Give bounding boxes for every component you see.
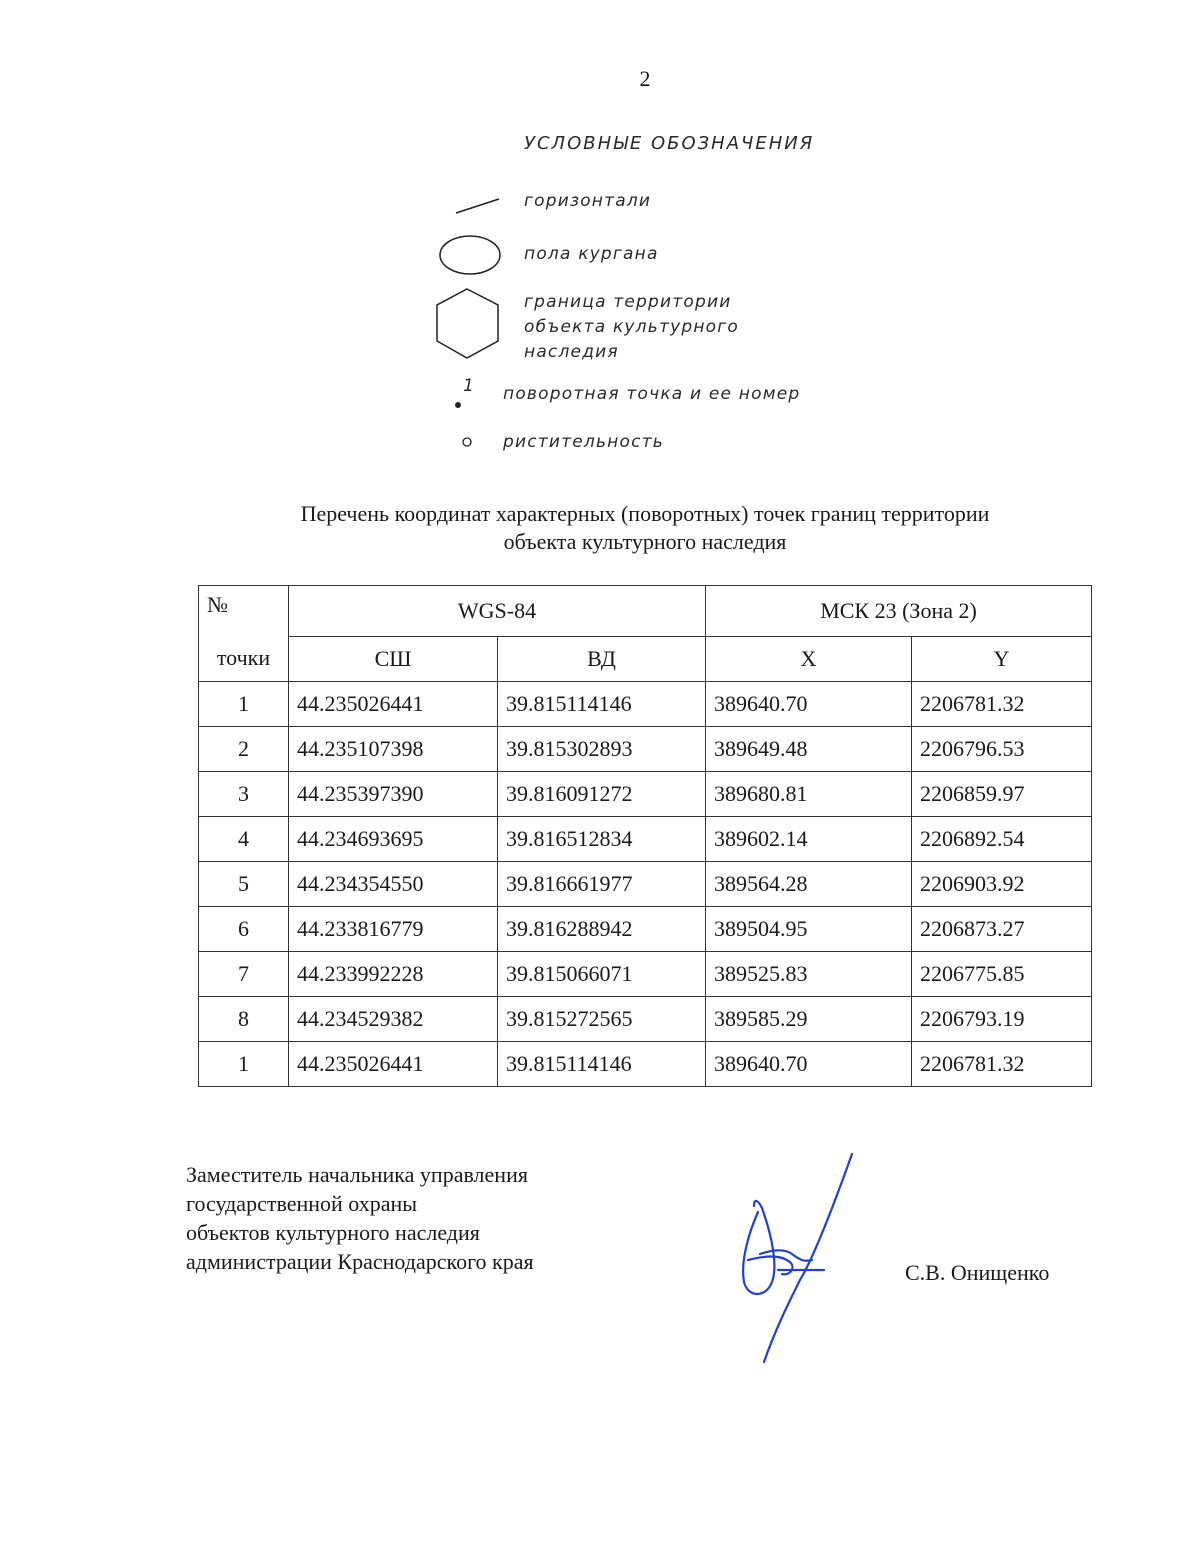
longitude-cell: 39.815114146 xyxy=(498,681,706,726)
y-coordinate-cell: 2206873.27 xyxy=(912,906,1092,951)
x-coordinate-cell: 389680.81 xyxy=(706,771,912,816)
ellipse-icon xyxy=(440,236,500,274)
y-coordinate-cell: 2206892.54 xyxy=(912,816,1092,861)
point-number-cell: 1 xyxy=(199,1041,289,1086)
point-number-cell: 5 xyxy=(199,861,289,906)
table-row xyxy=(199,951,1092,996)
turning-point-icon xyxy=(455,402,461,408)
y-coordinate-cell: 2206793.19 xyxy=(912,996,1092,1041)
latitude-cell: 44.235107398 xyxy=(289,726,498,771)
coordinates-list-title-line2: объекта культурного наследия xyxy=(503,529,787,554)
latitude-cell: 44.234529382 xyxy=(289,996,498,1041)
point-number-cell: 4 xyxy=(199,816,289,861)
longitude-cell: 39.816288942 xyxy=(498,906,706,951)
y-coordinate-cell: 2206796.53 xyxy=(912,726,1092,771)
header-lon: ВД xyxy=(498,636,706,681)
signer-position-line: Заместитель начальника управления xyxy=(186,1162,528,1187)
x-coordinate-cell: 389504.95 xyxy=(706,906,912,951)
legend-label-turning-point: поворотная точка и ее номер xyxy=(503,384,801,404)
longitude-cell: 39.815272565 xyxy=(498,996,706,1041)
table-row xyxy=(199,681,1092,726)
point-number-cell: 8 xyxy=(199,996,289,1041)
table-row xyxy=(199,1041,1092,1086)
longitude-cell: 39.815114146 xyxy=(498,1041,706,1086)
table-row xyxy=(199,996,1092,1041)
signer-position-line: государственной охраны xyxy=(186,1191,418,1216)
longitude-cell: 39.816512834 xyxy=(498,816,706,861)
coordinates-table xyxy=(198,585,1092,1087)
x-coordinate-cell: 389640.70 xyxy=(706,1041,912,1086)
handwritten-signature xyxy=(720,1150,870,1370)
x-coordinate-cell: 389640.70 xyxy=(706,681,912,726)
latitude-cell: 44.235397390 xyxy=(289,771,498,816)
header-lat: СШ xyxy=(289,636,498,681)
x-coordinate-cell: 389564.28 xyxy=(706,861,912,906)
point-number-cell: 1 xyxy=(199,681,289,726)
table-header-row-2 xyxy=(199,636,1092,681)
legend-label-contours: горизонтали xyxy=(524,191,652,211)
latitude-cell: 44.233992228 xyxy=(289,951,498,996)
longitude-cell: 39.815066071 xyxy=(498,951,706,996)
y-coordinate-cell: 2206781.32 xyxy=(912,1041,1092,1086)
header-no-symbol: № xyxy=(199,586,289,637)
page-number: 2 xyxy=(639,66,651,91)
latitude-cell: 44.235026441 xyxy=(289,681,498,726)
point-number-cell: 2 xyxy=(199,726,289,771)
vegetation-circle-icon xyxy=(463,438,471,446)
longitude-cell: 39.816091272 xyxy=(498,771,706,816)
legend-label-boundary-1: граница территории xyxy=(524,292,732,312)
y-coordinate-cell: 2206903.92 xyxy=(912,861,1092,906)
table-row xyxy=(199,861,1092,906)
table-header-row-1 xyxy=(199,586,1092,637)
point-number-cell: 6 xyxy=(199,906,289,951)
y-coordinate-cell: 2206859.97 xyxy=(912,771,1092,816)
legend-label-mound: пола кургана xyxy=(524,244,659,264)
signer-position-line: объектов культурного наследия xyxy=(186,1220,480,1245)
legend-label-vegetation: ристительность xyxy=(503,432,664,452)
header-point-label: точки xyxy=(199,636,289,681)
hexagon-icon xyxy=(437,289,498,358)
latitude-cell: 44.235026441 xyxy=(289,1041,498,1086)
signer-position-line: администрации Краснодарского края xyxy=(186,1249,534,1274)
point-number-cell: 3 xyxy=(199,771,289,816)
header-msk23: МСК 23 (Зона 2) xyxy=(706,586,1092,637)
table-body xyxy=(199,681,1092,1086)
y-coordinate-cell: 2206781.32 xyxy=(912,681,1092,726)
point-number-cell: 7 xyxy=(199,951,289,996)
table-row xyxy=(199,726,1092,771)
longitude-cell: 39.816661977 xyxy=(498,861,706,906)
contour-line-icon xyxy=(456,199,499,213)
legend-label-boundary-3: наследия xyxy=(524,342,619,362)
latitude-cell: 44.234693695 xyxy=(289,816,498,861)
x-coordinate-cell: 389525.83 xyxy=(706,951,912,996)
longitude-cell: 39.815302893 xyxy=(498,726,706,771)
table-row xyxy=(199,906,1092,951)
x-coordinate-cell: 389602.14 xyxy=(706,816,912,861)
x-coordinate-cell: 389649.48 xyxy=(706,726,912,771)
legend-label-boundary-2: объекта культурного xyxy=(524,317,739,337)
legend-title: УСЛОВНЫЕ ОБОЗНАЧЕНИЯ xyxy=(524,133,815,154)
table-row xyxy=(199,816,1092,861)
legend-marker-number: 1 xyxy=(463,376,476,396)
header-y: Y xyxy=(912,636,1092,681)
table-row xyxy=(199,771,1092,816)
y-coordinate-cell: 2206775.85 xyxy=(912,951,1092,996)
header-wgs84: WGS-84 xyxy=(289,586,706,637)
latitude-cell: 44.234354550 xyxy=(289,861,498,906)
legend-symbols xyxy=(0,0,1200,480)
coordinates-list-title xyxy=(180,500,1110,556)
x-coordinate-cell: 389585.29 xyxy=(706,996,912,1041)
coordinates-list-title-line1: Перечень координат характерных (поворотных) точек границ территории xyxy=(300,501,990,526)
header-x: X xyxy=(706,636,912,681)
latitude-cell: 44.233816779 xyxy=(289,906,498,951)
signer-position xyxy=(186,1160,534,1276)
signer-name: С.В. Онищенко xyxy=(905,1260,1050,1285)
